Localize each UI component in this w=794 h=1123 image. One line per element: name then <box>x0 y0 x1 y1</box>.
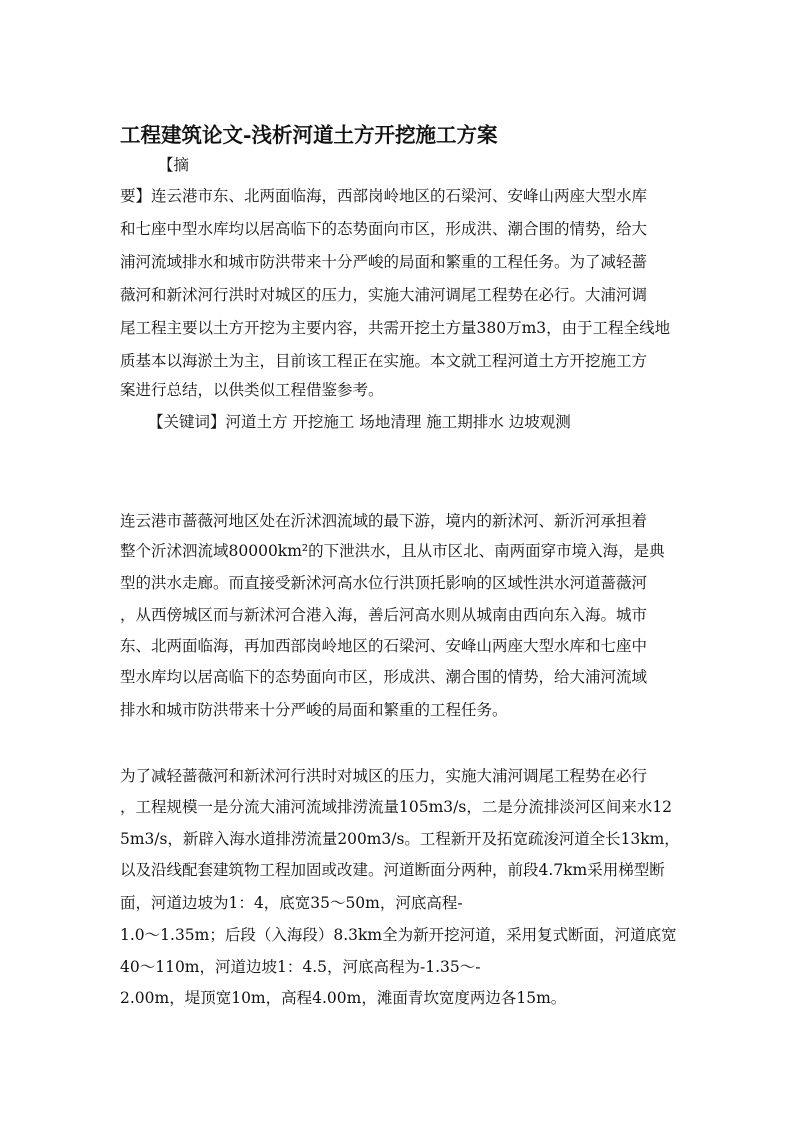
paragraph-line: 40～110m，河道边坡1：4.5，河底高程为-1.35～- <box>120 958 481 976</box>
paragraph-line: 东、北两面临海，再加西部岗岭地区的石梁河、安峰山两座大型水库和七座中 <box>120 637 648 655</box>
paragraph-line: 1.0～1.35m；后段（入海段）8.3km全为新开挖河道，采用复式断面，河道底宽 <box>120 926 677 944</box>
paragraph-line: ，从西傍城区而与新沭河合港入海，善后河高水则从城南由西向东入海。城市 <box>120 606 648 624</box>
abstract-line: 薇河和新沭河行洪时对城区的压力，实施大浦河调尾工程势在必行。大浦河调 <box>120 286 648 304</box>
paragraph-line: 5m3/s，新辟入海水道排涝流量200m3/s。工程新开及拓宽疏浚河道全长13km， <box>120 830 680 848</box>
paragraph-line: 为了减轻蔷薇河和新沭河行洪时对城区的压力，实施大浦河调尾工程势在必行 <box>120 767 648 785</box>
abstract-line: 尾工程主要以土方开挖为主要内容，共需开挖土方量380万m3，由于工程全线地 <box>120 319 671 337</box>
abstract-line: 和七座中型水库均以居高临下的态势面向市区，形成洪、潮合围的情势，给大 <box>120 220 648 238</box>
document-title: 工程建筑论文-浅析河道土方开挖施工方案 <box>120 123 498 147</box>
paragraph-line: 型的洪水走廊。而直接受新沭河高水位行洪顶托影响的区域性洪水河道蔷薇河 <box>120 574 648 592</box>
paragraph-line: 面，河道边坡为1：4，底宽35～50m，河底高程- <box>120 894 463 912</box>
paragraph-line: 整个沂沭泗流域80000km²的下泄洪水，且从市区北、南两面穿市境入海，是典 <box>120 542 665 560</box>
paragraph-line: ，工程规模一是分流大浦河流域排涝流量105m3/s，二是分流排淡河区间来水12 <box>120 798 673 816</box>
abstract-line: 浦河流域排水和城市防洪带来十分严峻的局面和繁重的工程任务。为了减轻蔷 <box>120 253 648 271</box>
paragraph-line: 型水库均以居高临下的态势面向市区，形成洪、潮合围的情势，给大浦河流域 <box>120 668 648 686</box>
paragraph-line: 以及沿线配套建筑物工程加固或改建。河道断面分两种，前段4.7km采用梯型断 <box>120 861 665 879</box>
keywords-line: 【关键词】河道土方 开挖施工 场地清理 施工期排水 边坡观测 <box>148 413 571 431</box>
abstract-line: 质基本以海淤土为主，目前该工程正在实施。本文就工程河道土方开挖施工方 <box>120 352 648 370</box>
paragraph-line: 连云港市蔷薇河地区处在沂沭泗流域的最下游，境内的新沭河、新沂河承担着 <box>120 512 648 530</box>
paragraph-line: 2.00m，堤顶宽10m，高程4.00m，滩面青坎宽度两边各15m。 <box>120 989 567 1007</box>
abstract-line: 要】连云港市东、北两面临海，西部岗岭地区的石梁河、安峰山两座大型水库 <box>120 187 648 205</box>
abstract-line: 案进行总结，以供类似工程借鉴参考。 <box>120 381 384 399</box>
abstract-label-line: 【摘 <box>158 156 190 174</box>
paragraph-line: 排水和城市防洪带来十分严峻的局面和繁重的工程任务。 <box>120 701 508 719</box>
